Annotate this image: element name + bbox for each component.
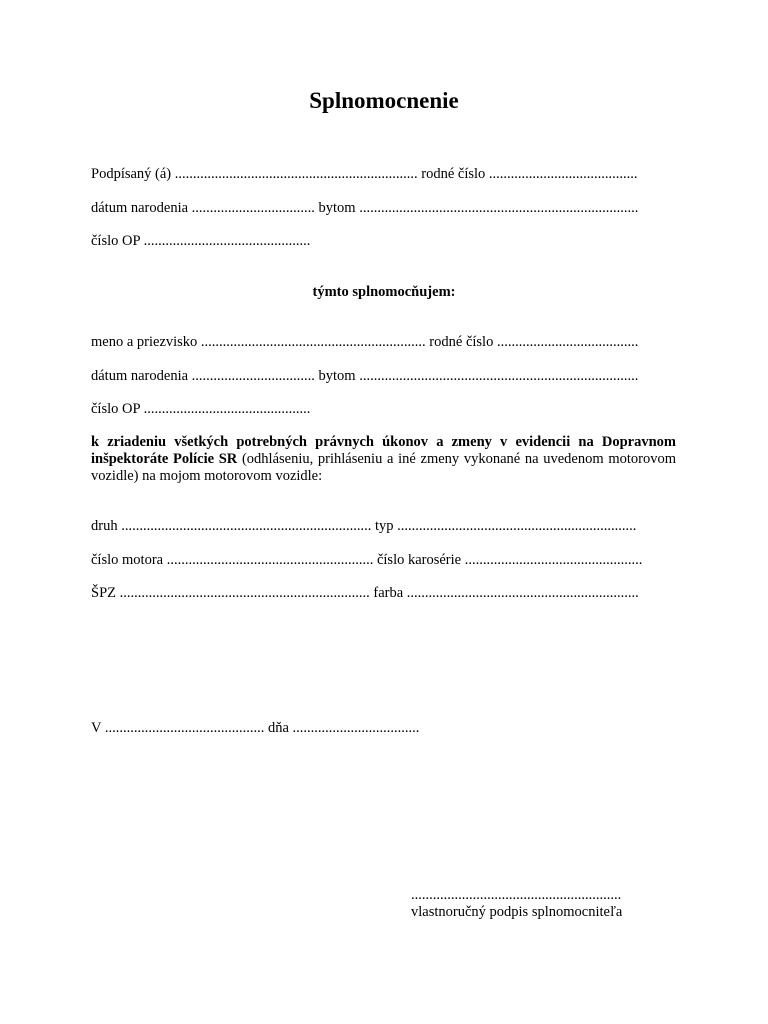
grantee-birth-address-line: dátum narodenia .................................. bytom .............................................................................: [91, 368, 639, 384]
purpose-paragraph: [91, 434, 676, 485]
authorization-heading: týmto splnomocňujem:: [312, 284, 456, 300]
vehicle-type-line: druh ..................................................................... typ ..................................................................: [91, 518, 637, 534]
purpose-bold-text: k zriadeniu všetkých potrebných právnych úkonov a zmeny v evidencii na Dopravnom inšpektoráte Polície SR: [91, 434, 676, 467]
grantor-birth-address-line: dátum narodenia .................................. bytom .............................................................................: [91, 200, 639, 216]
signature-dots: ..........................................................: [411, 887, 622, 903]
vehicle-engine-body-line: číslo motora ......................................................... číslo karosérie .................................................: [91, 552, 643, 568]
place-date-line: V ............................................ dňa ...................................: [91, 720, 420, 736]
grantor-id-line: číslo OP ..............................................: [91, 233, 311, 249]
grantor-name-line: Podpísaný (á) ................................................................... rodné číslo .........................................: [91, 166, 638, 182]
vehicle-plate-color-line: ŠPZ ..................................................................... farba ................................................................: [91, 585, 639, 601]
purpose-rest-text: (odhláseniu, prihláseniu a iné zmeny vykonané na uvedenom motorovom vozidle) na mojom motorovom vozidle:: [91, 451, 676, 484]
document-title: Splnomocnenie: [309, 88, 459, 113]
signature-label: vlastnoručný podpis splnomocniteľa: [411, 904, 623, 920]
grantee-id-line: číslo OP ..............................................: [91, 401, 311, 417]
grantee-name-line: meno a priezvisko .............................................................. rodné číslo .......................................: [91, 334, 639, 350]
